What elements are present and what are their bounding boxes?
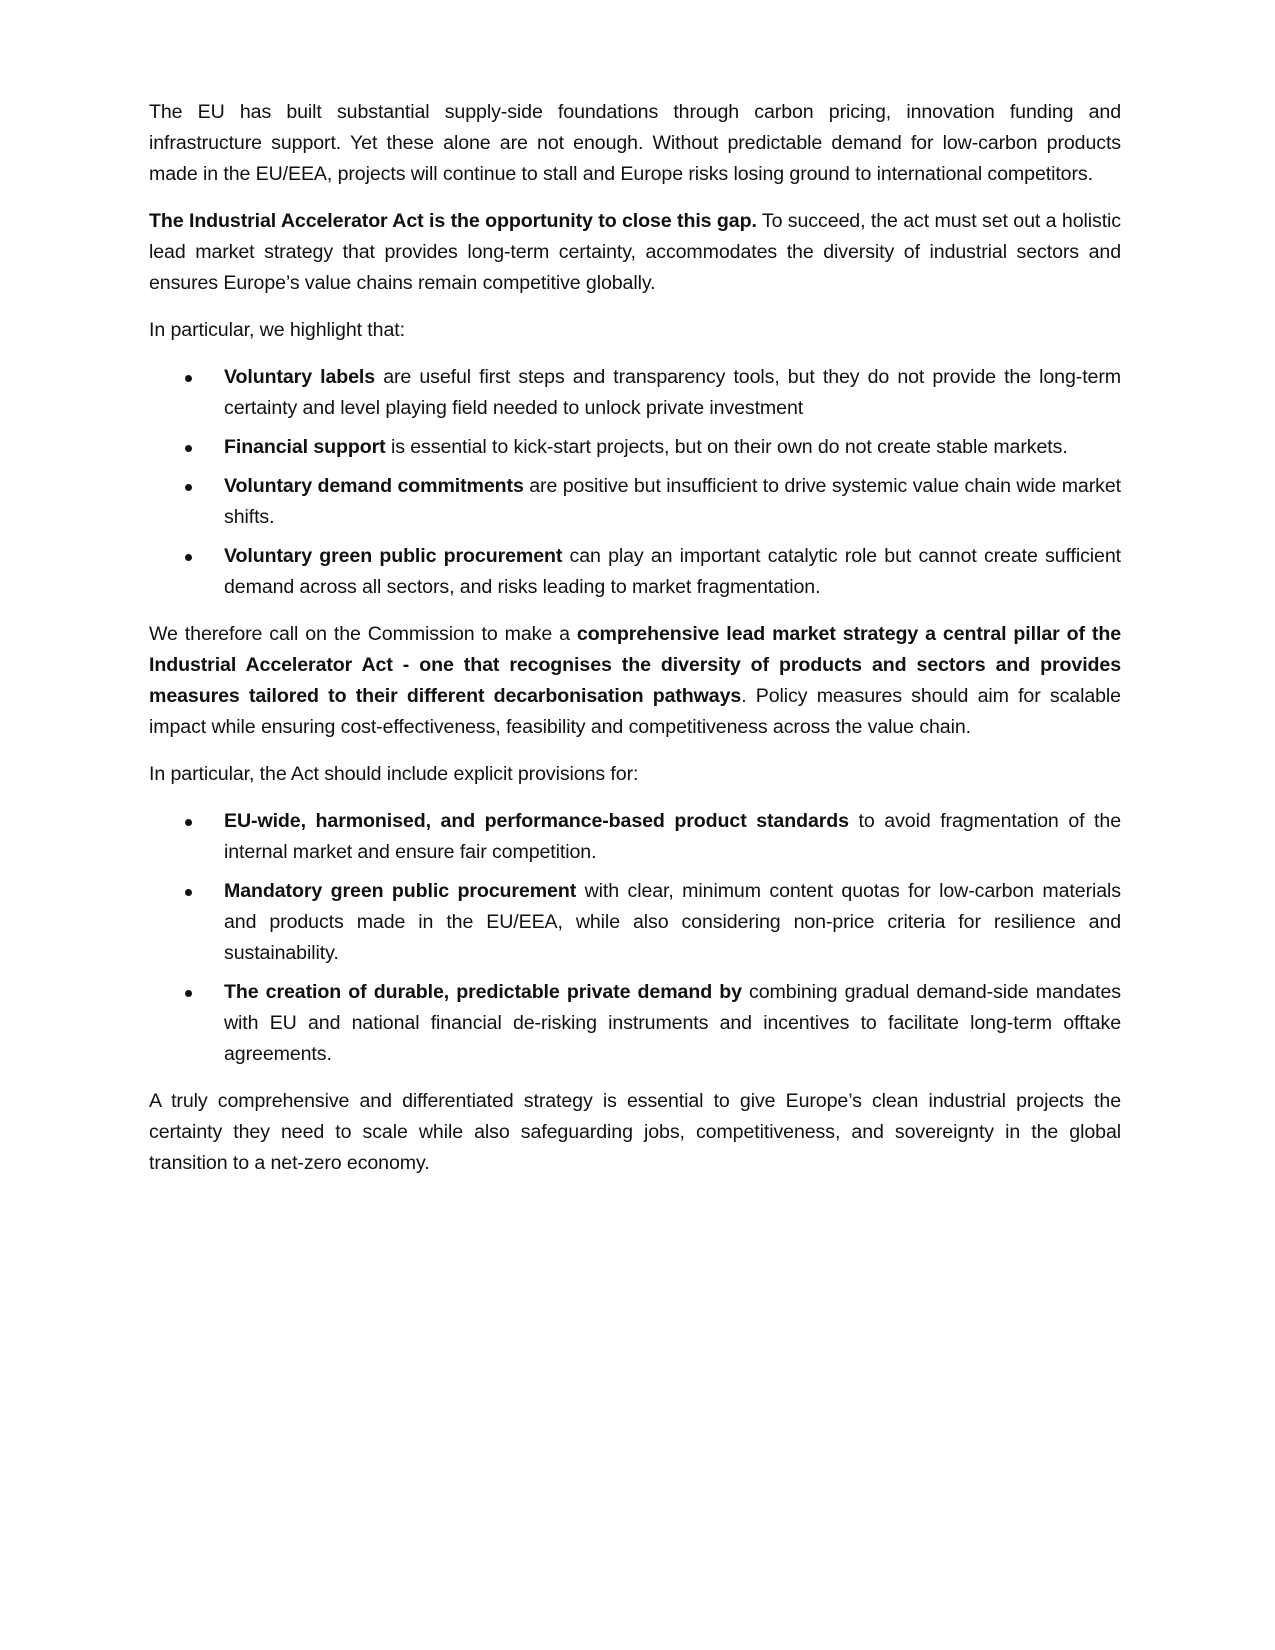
bullet-icon — [185, 889, 192, 896]
list-item-bold: The creation of durable, predictable private demand by — [224, 981, 742, 1003]
list-item-text: is essential to kick-start projects, but on their own do not create stable markets. — [385, 436, 1068, 458]
bullet-icon — [185, 484, 192, 491]
list-item-bold: Mandatory green public procurement — [224, 880, 577, 902]
list-item-bold: Voluntary labels — [224, 366, 376, 388]
list-item — [149, 471, 1121, 533]
paragraph-text: The EU has built substantial supply-side foundations through carbon pricing, innovation funding and infrastructure support. Yet these alone are not enough. Without predictable demand for low-carbon products made in the EU/EEA, projects will continue to stall and Europe risks losing ground to international competitors. — [149, 101, 1121, 185]
list-item — [149, 876, 1121, 969]
document-body — [149, 97, 1121, 1179]
bullet-icon — [185, 990, 192, 997]
bullet-icon — [185, 375, 192, 382]
paragraph-bold-strategy: comprehensive lead market strategy a central pillar of the Industrial Accelerator Act - one that recognises the diversity of products and sectors and provides measures tailored to their different decarbonisation pathways — [149, 623, 1121, 707]
list-item-bold: Financial support — [224, 436, 386, 458]
list-item-text: to avoid fragmentation of the internal market and ensure fair competition. — [224, 810, 1121, 863]
list-item — [149, 541, 1121, 603]
paragraph-conclusion — [149, 1086, 1121, 1179]
list-item-bold: EU-wide, harmonised, and performance-based product standards — [224, 810, 849, 832]
list-item-text: with clear, minimum content quotas for low-carbon materials and products made in the EU/EEA, while also considering non-price criteria for resilience and sustainability. — [224, 880, 1121, 964]
list-item-text: can play an important catalytic role but cannot create sufficient demand across all sectors, and risks leading to market fragmentation. — [224, 545, 1121, 598]
highlight-list — [149, 362, 1121, 603]
bullet-icon — [185, 554, 192, 561]
list-item-bold: Voluntary demand commitments — [224, 475, 524, 497]
list-item — [149, 806, 1121, 868]
list-item — [149, 362, 1121, 424]
paragraph-supply-side — [149, 97, 1121, 190]
paragraph-text: In particular, the Act should include explicit provisions for: — [149, 763, 639, 785]
paragraph-bold-lead: The Industrial Accelerator Act is the opportunity to close this gap. — [149, 210, 757, 232]
list-item-text: combining gradual demand-side mandates with EU and national financial de-risking instruments and incentives to facilitate long-term offtake agreements. — [224, 981, 1122, 1065]
list-item — [149, 432, 1121, 463]
paragraph-text: We therefore call on the Commission to make a — [149, 623, 577, 645]
paragraph-text: In particular, we highlight that: — [149, 319, 405, 341]
list-item-text: are useful first steps and transparency tools, but they do not provide the long-term certainty and level playing field needed to unlock private investment — [224, 366, 1121, 419]
paragraph-text: . Policy measures should aim for scalable impact while ensuring cost-effectiveness, feasibility and competitiveness across the value chain. — [149, 685, 1121, 738]
paragraph-provisions-intro — [149, 759, 1121, 790]
paragraph-accelerator-act — [149, 206, 1121, 299]
provisions-list — [149, 806, 1121, 1070]
paragraph-highlight-intro — [149, 315, 1121, 346]
paragraph-text: A truly comprehensive and differentiated strategy is essential to give Europe’s clean industrial projects the certainty they need to scale while also safeguarding jobs, competitiveness, and sovereignty in the global transition to a net-zero economy. — [149, 1090, 1121, 1174]
list-item — [149, 977, 1121, 1070]
paragraph-text: To succeed, the act must set out a holistic lead market strategy that provides long-term certainty, accommodates the diversity of industrial sectors and ensures Europe’s value chains remain competitive globally. — [149, 210, 1121, 294]
bullet-icon — [185, 445, 192, 452]
paragraph-commission-call — [149, 619, 1121, 743]
bullet-icon — [185, 819, 192, 826]
list-item-bold: Voluntary green public procurement — [224, 545, 563, 567]
list-item-text: are positive but insufficient to drive systemic value chain wide market shifts. — [224, 475, 1121, 528]
